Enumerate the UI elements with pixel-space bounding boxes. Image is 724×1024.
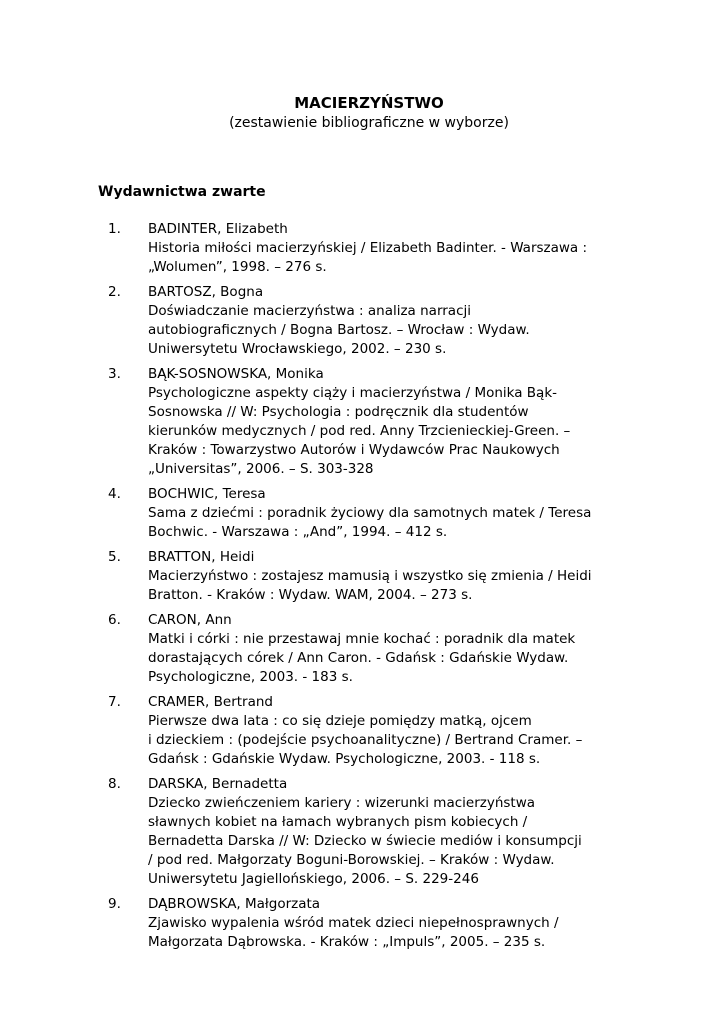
entry-line: Uniwersytetu Wrocławskiego, 2002. – 230 s. xyxy=(148,341,447,357)
entry-number: 2. xyxy=(108,284,121,300)
entry-line: Historia miłości macierzyńskiej / Elizabeth Badinter. - Warszawa : xyxy=(148,240,588,256)
entry-line: Pierwsze dwa lata : co się dzieje pomiędzy matką, ojcem xyxy=(148,713,532,729)
entry-line: dorastających córek / Ann Caron. - Gdańsk : Gdańskie Wydaw. xyxy=(148,650,569,666)
entry-body xyxy=(148,693,648,769)
entry-line: Dziecko zwieńczeniem kariery : wizerunki macierzyństwa xyxy=(148,795,536,811)
bibliography-entry xyxy=(0,548,724,605)
entry-number: 3. xyxy=(108,366,121,382)
entry-line: Uniwersytetu Jagiellońskiego, 2006. – S. 229-246 xyxy=(148,871,479,887)
entry-number: 1. xyxy=(108,221,121,237)
entry-line: Matki i córki : nie przestawaj mnie kochać : poradnik dla matek xyxy=(148,631,576,647)
entry-body xyxy=(148,220,648,277)
entry-line: kierunków medycznych / pod red. Anny Trzcienieckiej-Green. – xyxy=(148,423,571,439)
entry-line: „Universitas”, 2006. – S. 303-328 xyxy=(148,461,374,477)
entry-number: 8. xyxy=(108,776,121,792)
entry-body xyxy=(148,485,648,542)
entry-line: / pod red. Małgorzaty Boguni-Borowskiej. – Kraków : Wydaw. xyxy=(148,852,555,868)
section-heading: Wydawnictwa zwarte xyxy=(98,184,266,200)
entry-line: Sosnowska // W: Psychologia : podręcznik dla studentów xyxy=(148,404,529,420)
entry-line: Macierzyństwo : zostajesz mamusią i wszystko się zmienia / Heidi xyxy=(148,568,592,584)
bibliography-entry xyxy=(0,611,724,687)
bibliography-entry xyxy=(0,693,724,769)
entry-number: 7. xyxy=(108,694,121,710)
entry-line: „Wolumen”, 1998. – 276 s. xyxy=(148,259,327,275)
entry-body xyxy=(148,548,648,605)
entry-body xyxy=(148,611,648,687)
entry-body xyxy=(148,895,648,952)
entry-line: Psychologiczne aspekty ciąży i macierzyństwa / Monika Bąk- xyxy=(148,385,558,401)
document-title: MACIERZYŃSTWO xyxy=(294,94,444,112)
bibliography-entry xyxy=(0,283,724,359)
entry-number: 5. xyxy=(108,549,121,565)
entry-body xyxy=(148,775,648,889)
entry-author: BOCHWIC, Teresa xyxy=(148,486,266,502)
entry-number: 4. xyxy=(108,486,121,502)
entry-line: Psychologiczne, 2003. - 183 s. xyxy=(148,669,353,685)
entry-line: Doświadczanie macierzyństwa : analiza narracji xyxy=(148,303,472,319)
entry-line: sławnych kobiet na łamach wybranych pism kobiecych / xyxy=(148,814,528,830)
entry-line: i dzieckiem : (podejście psychoanalityczne) / Bertrand Cramer. – xyxy=(148,732,583,748)
entry-author: BADINTER, Elizabeth xyxy=(148,221,288,237)
entry-author: CARON, Ann xyxy=(148,612,232,628)
bibliography-entry xyxy=(0,775,724,889)
entry-author: DĄBROWSKA, Małgorzata xyxy=(148,896,321,912)
entry-line: Sama z dziećmi : poradnik życiowy dla samotnych matek / Teresa xyxy=(148,505,592,521)
entry-author: CRAMER, Bertrand xyxy=(148,694,273,710)
bibliography-entry xyxy=(0,365,724,479)
entry-line: Kraków : Towarzystwo Autorów i Wydawców Prac Naukowych xyxy=(148,442,560,458)
document-subtitle: (zestawienie bibliograficzne w wyborze) xyxy=(229,115,509,131)
entry-author: BRATTON, Heidi xyxy=(148,549,255,565)
entry-body xyxy=(148,365,648,479)
entry-line: Gdańsk : Gdańskie Wydaw. Psychologiczne, 2003. - 118 s. xyxy=(148,751,541,767)
entry-line: Małgorzata Dąbrowska. - Kraków : „Impuls”, 2005. – 235 s. xyxy=(148,934,546,950)
entry-line: Bochwic. - Warszawa : „And”, 1994. – 412 s. xyxy=(148,524,448,540)
entry-author: BARTOSZ, Bogna xyxy=(148,284,264,300)
entry-line: Bratton. - Kraków : Wydaw. WAM, 2004. – 273 s. xyxy=(148,587,473,603)
entry-line: Zjawisko wypalenia wśród matek dzieci niepełnosprawnych / xyxy=(148,915,559,931)
bibliography-entry xyxy=(0,485,724,542)
entry-number: 6. xyxy=(108,612,121,628)
entry-body xyxy=(148,283,648,359)
entry-line: autobiograficznych / Bogna Bartosz. – Wrocław : Wydaw. xyxy=(148,322,530,338)
entry-number: 9. xyxy=(108,896,121,912)
entry-author: BĄK-SOSNOWSKA, Monika xyxy=(148,366,324,382)
entry-line: Bernadetta Darska // W: Dziecko w świecie mediów i konsumpcji xyxy=(148,833,582,849)
bibliography-entry xyxy=(0,220,724,277)
bibliography-entry xyxy=(0,895,724,952)
bibliography-list xyxy=(0,220,724,958)
entry-author: DARSKA, Bernadetta xyxy=(148,776,288,792)
